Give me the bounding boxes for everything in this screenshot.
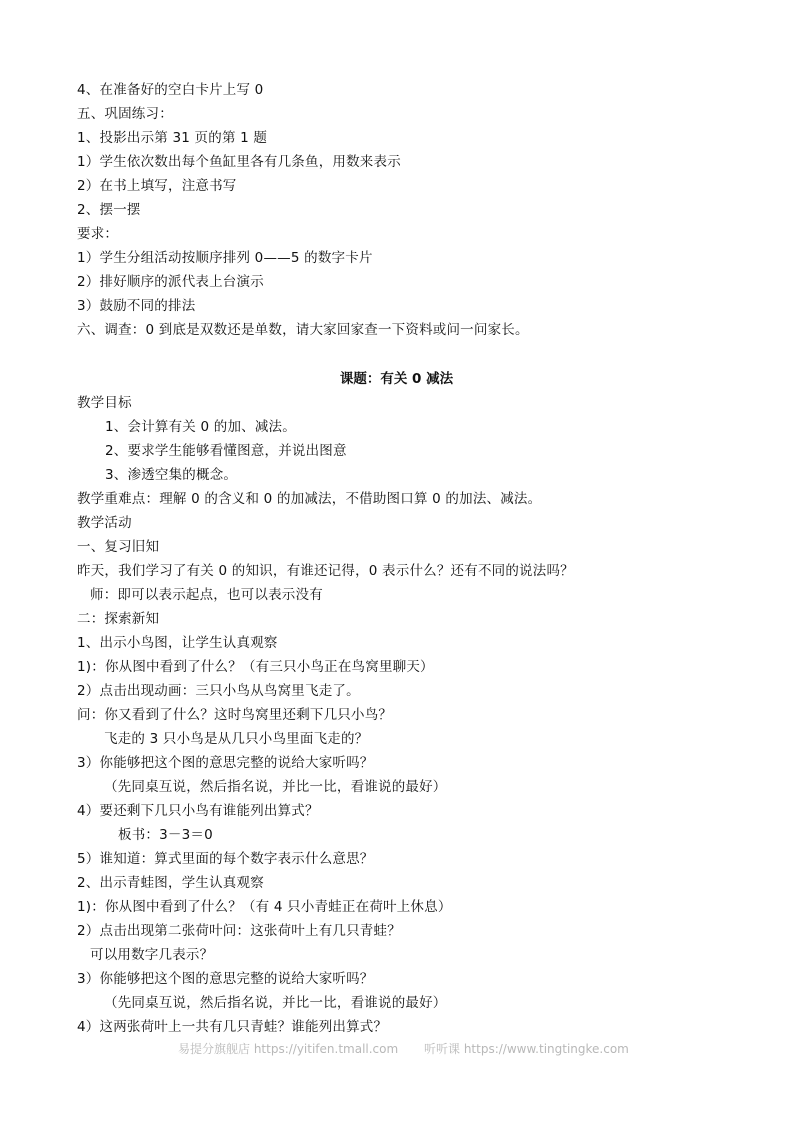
- section-heading: 二：探索新知: [77, 611, 160, 627]
- text-line: （先同桌互说，然后指名说，并比一比，看谁说的最好）: [104, 779, 447, 795]
- text-line: 教学重难点：理解 0 的含义和 0 的加减法，不借助图口算 0 的加法、减法。: [77, 491, 542, 507]
- text-line: （先同桌互说，然后指名说，并比一比，看谁说的最好）: [104, 995, 447, 1011]
- text-line: 1）学生分组活动按顺序排列 0——5 的数字卡片: [77, 250, 373, 266]
- text-line: 要求：: [77, 226, 119, 242]
- text-line: 4）要还剩下几只小鸟有谁能列出算式？: [77, 803, 319, 819]
- text-line: 2、出示青蛙图，学生认真观察: [77, 875, 264, 891]
- text-line: 2）点击出现第二张荷叶问：这张荷叶上有几只青蛙？: [77, 923, 401, 939]
- board-equation: 板书：3－3＝0: [118, 827, 213, 843]
- footer-link-right[interactable]: 听听课 https://www.tingtingke.com: [424, 1042, 629, 1056]
- section-heading: 教学活动: [77, 515, 132, 531]
- text-line: 3）你能够把这个图的意思完整的说给大家听吗？: [77, 755, 374, 771]
- text-line: 2）排好顺序的派代表上台演示: [77, 274, 264, 290]
- text-line: 1、投影出示第 31 页的第 1 题: [77, 130, 268, 146]
- text-line: 5）谁知道：算式里面的每个数字表示什么意思？: [77, 851, 374, 867]
- text-line: 可以用数字几表示？: [90, 947, 214, 963]
- text-line: 2）点击出现动画：三只小鸟从鸟窝里飞走了。: [77, 683, 360, 699]
- text-line: 1、出示小鸟图，让学生认真观察: [77, 635, 278, 651]
- section-heading: 五、巩固练习：: [77, 106, 173, 122]
- text-line: 3）你能够把这个图的意思完整的说给大家听吗？: [77, 971, 374, 987]
- text-line: 飞走的 3 只小鸟是从几只小鸟里面飞走的？: [104, 731, 369, 747]
- text-line: 2、摆一摆: [77, 202, 141, 218]
- section-heading: 一、复习旧知: [77, 539, 160, 555]
- text-line: 1)：你从图中看到了什么？（有 4 只小青蛙正在荷叶上休息）: [77, 899, 452, 915]
- section-heading: 教学目标: [77, 395, 132, 411]
- text-line: 问：你又看到了什么？这时鸟窝里还剩下几只小鸟？: [77, 707, 393, 723]
- text-line: 2）在书上填写，注意书写: [77, 178, 237, 194]
- text-line: 1)：你从图中看到了什么？（有三只小鸟正在鸟窝里聊天）: [77, 659, 434, 675]
- text-line: 3）鼓励不同的排法: [77, 298, 196, 314]
- lesson-title: 课题：有关 0 减法: [339, 371, 454, 387]
- text-line: 昨天，我们学习了有关 0 的知识，有谁还记得，0 表示什么？还有不同的说法吗？: [77, 563, 574, 579]
- footer-link-left[interactable]: 易提分旗舰店 https://yitifen.tmall.com: [178, 1042, 399, 1056]
- text-line: 师：即可以表示起点，也可以表示没有: [90, 587, 323, 603]
- text-line: 1、会计算有关 0 的加、减法。: [105, 419, 296, 435]
- text-line: 1）学生依次数出每个鱼缸里各有几条鱼，用数来表示: [77, 154, 401, 170]
- text-line: 3、渗透空集的概念。: [105, 467, 238, 483]
- text-line: 4）这两张荷叶上一共有几只青蛙？谁能列出算式？: [77, 1019, 388, 1035]
- text-line: 4、在准备好的空白卡片上写 0: [77, 82, 264, 98]
- text-line: 2、要求学生能够看懂图意，并说出图意: [105, 443, 347, 459]
- section-heading: 六、调查：0 到底是双数还是单数，请大家回家查一下资料或问一问家长。: [77, 322, 529, 338]
